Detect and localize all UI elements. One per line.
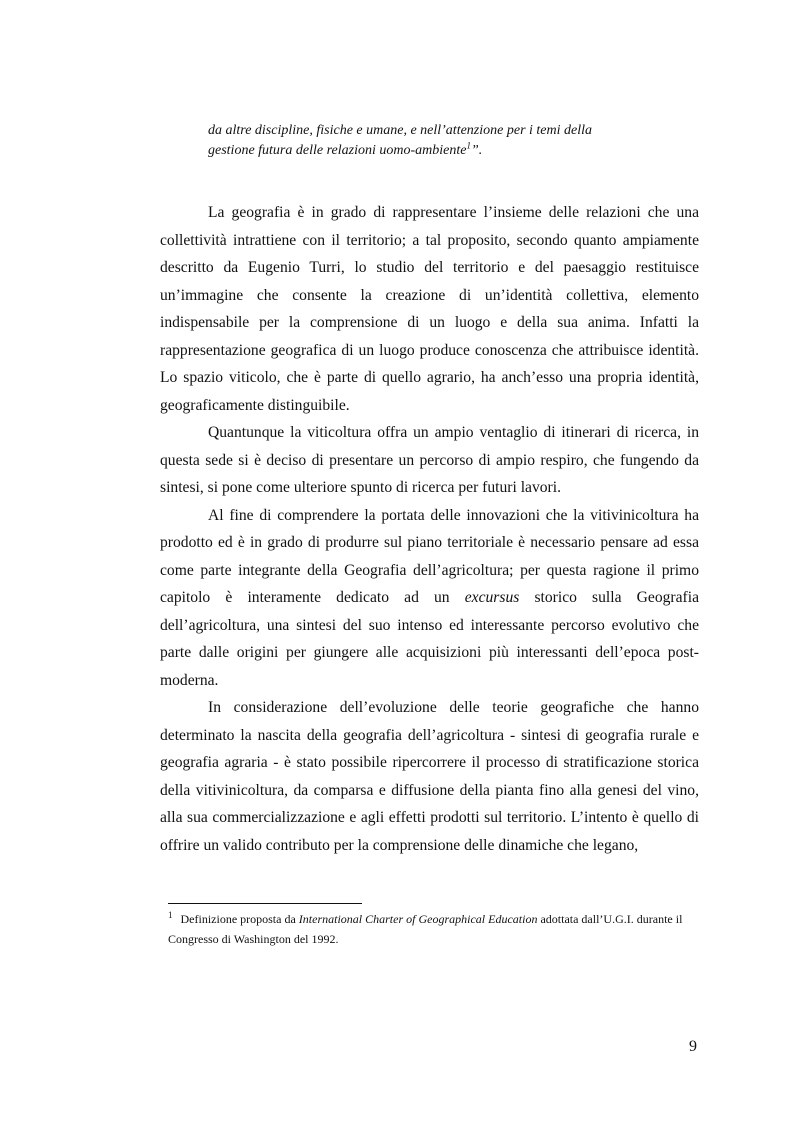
quote-line-1: da altre discipline, fisiche e umane, e nell’attenzione per i temi della xyxy=(208,123,593,138)
paragraph-2: Quantunque la viticoltura offra un ampio ventaglio di itinerari di ricerca, in questa sede si è deciso di presentare un percorso di ampio respiro, che fungendo da sintesi, si pone come ulteriore spunto di ricerca per futuri lavori. xyxy=(160,424,699,496)
quote-line-2: gestione futura delle relazioni uomo-ambiente xyxy=(208,143,467,158)
excursus-emphasis: excursus xyxy=(464,589,520,606)
paragraph-3-part-2: storico sulla Geografia dell’agricoltura, una sintesi del suo intenso ed interessante percorso evolutivo che parte dalle origini per giungere alle acquisizioni più interessanti dell’epoca post-moderna. xyxy=(160,589,699,689)
footnote-reference: 1 xyxy=(466,140,471,151)
page-number: 9 xyxy=(689,1038,697,1055)
paragraph-3 xyxy=(160,502,699,695)
footnote-number: 1 xyxy=(168,910,173,920)
footnote-title-emphasis: International Charter of Geographical Education xyxy=(298,912,538,926)
paragraph-1: La geografia è in grado di rappresentare l’insieme delle relazioni che una collettività intrattiene con il territorio; a tal proposito, secondo quanto ampiamente descritto da Eugenio Turri, lo studio del territorio e del paesaggio restituisce un’immagine che consente la creazione di un’identità collettiva, elemento indispensabile per la comprensione di un luogo e della sua anima. Infatti la rappresentazione geografica di un luogo produce conoscenza che attribuisce identità. Lo spazio viticolo, che è parte di quello agrario, ha anch’esso una propria identità, geograficamente distinguibile. xyxy=(160,204,699,414)
body-text xyxy=(160,199,699,859)
footnote xyxy=(168,909,698,949)
footnote-text-part-2: adottata dall’U.G.I. durante il Congresso di Washington del 1992. xyxy=(168,912,683,946)
quote-closing: ”. xyxy=(470,143,483,158)
paragraph-4: In considerazione dell’evoluzione delle teorie geografiche che hanno determinato la nascita della geografia dell’agricoltura - sintesi di geografia rurale e geografia agraria - è stato possibile ripercorrere il processo di stratificazione storica della vitivinicoltura, da comparsa e diffusione della pianta fino alla genesi del vino, alla sua commercializzazione e agli effetti prodotti sul territorio. L’intento è quello di offrire un valido contributo per la comprensione delle dinamiche che legano, xyxy=(160,699,699,854)
block-quote xyxy=(208,121,662,161)
footnote-separator xyxy=(168,903,362,904)
footnote-text-part-1: Definizione proposta da xyxy=(180,912,299,926)
paragraph-3-part-1: Al fine di comprendere la portata delle innovazioni che la vitivinicoltura ha prodotto ed è in grado di produrre sul piano territoriale è necessario pensare ad essa come parte integrante della Geografia dell’agricoltura; per questa ragione il primo capitolo è interamente dedicato ad un xyxy=(160,506,699,606)
